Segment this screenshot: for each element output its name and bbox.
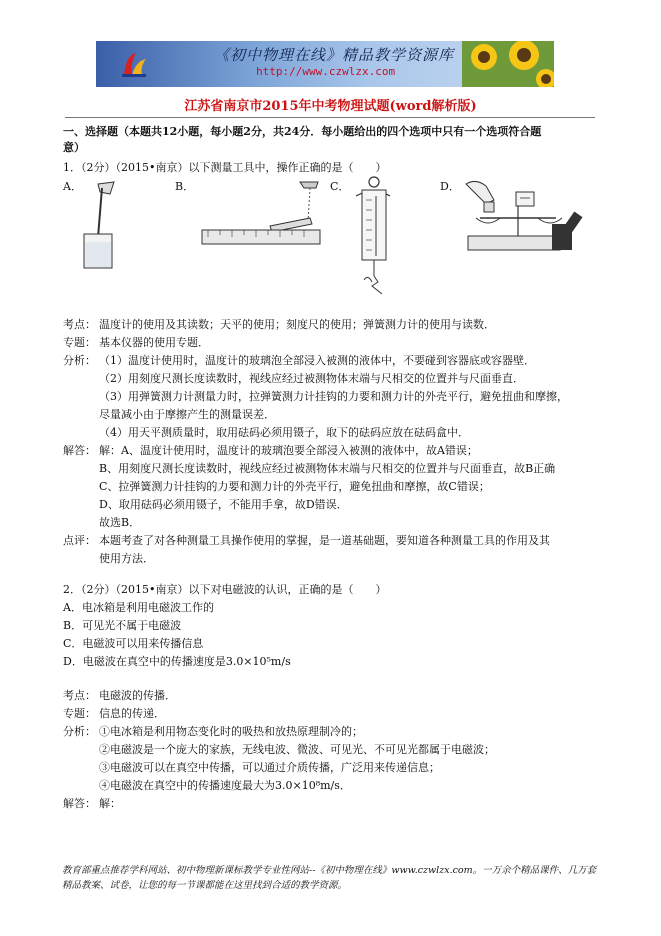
thermometer-beaker-figure bbox=[80, 178, 120, 270]
q1-fenxi-line: 尽量减小由于摩擦产生的测量误差． bbox=[99, 408, 275, 421]
q2-fenxi-line: ①电冰箱是利用物态变化时的吸热和放热原理制冷的； bbox=[99, 725, 363, 738]
q2-fenxi-line: ④电磁波在真空中的传播速度最大为3.0×10⁸m/s． bbox=[99, 779, 351, 792]
q1-stem: 1．（2分）（2015•南京）以下测量工具中，操作正确的是（ ） bbox=[63, 161, 387, 174]
q1-dianping-line: 使用方法． bbox=[99, 552, 154, 565]
q1-fenxi-label: 分析： bbox=[63, 354, 96, 367]
q2-option-b: B．可见光不属于电磁波 bbox=[63, 619, 182, 632]
q2-zhuanti: 信息的传递． bbox=[99, 707, 165, 720]
sunflower-image bbox=[462, 41, 554, 87]
q2-fenxi-line: ②电磁波是一个庞大的家族，无线电波、微波、可见光、不可见光都属于电磁波； bbox=[99, 743, 495, 756]
q2-kaodian-label: 考点： bbox=[63, 689, 96, 702]
q2-jieda-label: 解答： bbox=[63, 797, 96, 810]
header-banner bbox=[96, 41, 554, 87]
q1-fenxi-line: （3）用弹簧测力计测量力时，拉弹簧测力计挂钩的力要和测力计的外壳平行，避免扭曲和摩擦， bbox=[99, 390, 568, 403]
banner-url[interactable]: http://www.czwlzx.com bbox=[256, 65, 396, 78]
q2-option-d: D．电磁波在真空中的传播速度是3.0×10⁵m/s bbox=[63, 655, 291, 668]
q2-jieda: 解： bbox=[99, 797, 121, 810]
q2-kaodian: 电磁波的传播． bbox=[99, 689, 176, 702]
q1-jieda-line: B、用刻度尺测长度读数时，视线应经过被测物体末端与尺相交的位置并与尺面垂直，故B正确 bbox=[99, 462, 556, 475]
document-title: 江苏省南京市2015年中考物理试题(word解析版) bbox=[184, 99, 477, 114]
balance-figure bbox=[460, 178, 590, 256]
q1-fenxi-line: （1）温度计使用时，温度计的玻璃泡全部浸入被测的液体中，不要碰到容器底或容器壁． bbox=[99, 354, 535, 367]
ruler-figure bbox=[200, 178, 325, 248]
q1-fenxi-line: （4）用天平测质量时，取用砝码必须用镊子，取下的砝码应放在砝码盒中． bbox=[99, 426, 469, 439]
q2-option-a: A．电冰箱是利用电磁波工作的 bbox=[63, 601, 214, 614]
section-heading: 一、选择题（本题共12小题，每小题2分，共24分．每小题给出的四个选项中只有一个选项符合题 bbox=[63, 125, 542, 138]
q2-zhuanti-label: 专题： bbox=[63, 707, 96, 720]
page-footer: 教育部重点推荐学科网站、初中物理新课标教学专业性网站--《初中物理在线》www.czwlzx.com。一万余个精品课件、几万套精品教案、试卷，让您的每一节课都能在这里找到合适的教学资源。 bbox=[62, 865, 597, 891]
q2-fenxi-label: 分析： bbox=[63, 725, 96, 738]
section-heading-cont: 意） bbox=[63, 141, 85, 154]
q1-jieda-line: 解：A、温度计使用时，温度计的玻璃泡要全部浸入被测的液体中，故A错误； bbox=[99, 444, 478, 457]
banner-title: 《初中物理在线》精品教学资源库 bbox=[214, 46, 455, 64]
q1-zhuanti: 基本仪器的使用专题． bbox=[99, 336, 209, 349]
q1-option-a-label: A． bbox=[63, 180, 82, 193]
q1-dianping-label: 点评： bbox=[63, 534, 96, 547]
q1-kaodian: 温度计的使用及其读数；天平的使用；刻度尺的使用；弹簧测力计的使用与读数． bbox=[99, 318, 495, 331]
title-divider bbox=[65, 117, 595, 118]
q2-option-c: C．电磁波可以用来传播信息 bbox=[63, 637, 204, 650]
spring-scale-figure bbox=[350, 176, 400, 300]
q1-option-d-label: D． bbox=[440, 180, 460, 193]
q2-fenxi-line: ③电磁波可以在真空中传播，可以通过介质传播，广泛用来传递信息； bbox=[99, 761, 440, 774]
q2-stem: 2．（2分）（2015•南京）以下对电磁波的认识，正确的是（ ） bbox=[63, 583, 387, 596]
site-logo-icon bbox=[120, 49, 148, 79]
q1-fenxi-line: （2）用刻度尺测长度读数时，视线应经过被测物体末端与尺相交的位置并与尺面垂直． bbox=[99, 372, 524, 385]
q1-option-b-label: B． bbox=[175, 180, 195, 193]
q1-jieda-line: D、取用砝码必须用镊子，不能用手拿，故D错误． bbox=[99, 498, 348, 511]
q1-jieda-line: 故选B． bbox=[99, 516, 141, 529]
q1-jieda-line: C、拉弹簧测力计挂钩的力要和测力计的外壳平行，避免扭曲和摩擦，故C错误； bbox=[99, 480, 490, 493]
q1-kaodian-label: 考点： bbox=[63, 318, 96, 331]
q1-zhuanti-label: 专题： bbox=[63, 336, 96, 349]
q1-dianping-line: 本题考查了对各种测量工具操作使用的掌握，是一道基础题，要知道各种测量工具的作用及其 bbox=[99, 534, 550, 547]
q1-jieda-label: 解答： bbox=[63, 444, 96, 457]
q1-option-c-label: C． bbox=[330, 180, 350, 193]
